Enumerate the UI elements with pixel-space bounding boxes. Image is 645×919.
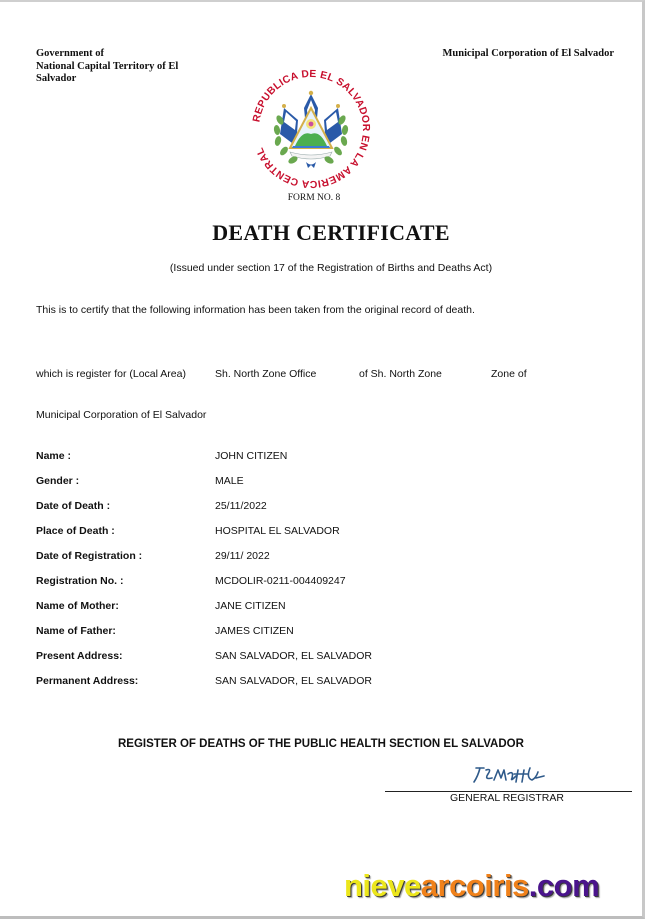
field-label: Gender : [36,475,80,487]
field-label: Name of Father: [36,625,116,637]
watermark-part-2: arcoiris [420,868,529,903]
local-area-municipality: Municipal Corporation of El Salvador [36,409,207,421]
field-value: MCDOLIR-0211-004409247 [215,575,346,587]
field-value: MALE [215,475,244,487]
local-area-zone: of Sh. North Zone [359,368,442,380]
municipal-header: Municipal Corporation of El Salvador [442,48,614,59]
field-value: 29/11/ 2022 [215,550,270,562]
form-number: FORM NO. 8 [287,193,341,203]
watermark-part-1: nieve [344,868,421,903]
government-header-line-3: Salvador [36,73,77,84]
field-value: JAMES CITIZEN [215,625,294,637]
watermark [344,868,599,904]
field-value: SAN SALVADOR, EL SALVADOR [215,650,372,662]
svg-text:REPUBLICA DE EL SALVADOR EN LA: REPUBLICA DE EL SALVADOR EN LA AMERICA CENTRAL [251,68,372,190]
field-value: JANE CITIZEN [215,600,286,612]
field-value: JOHN CITIZEN [215,450,288,462]
field-label: Date of Death : [36,500,111,512]
field-label: Name of Mother: [36,600,119,612]
field-label: Place of Death : [36,525,115,537]
government-header-line-2: National Capital Territory of El [36,60,179,72]
field-value: HOSPITAL EL SALVADOR [215,525,340,537]
field-label: Present Address: [36,650,123,662]
field-value: SAN SALVADOR, EL SALVADOR [215,675,372,687]
el-salvador-coat-of-arms-icon [250,68,372,190]
register-heading: REGISTER OF DEATHS OF THE PUBLIC HEALTH SECTION EL SALVADOR [118,738,524,750]
registrar-title: GENERAL REGISTRAR [450,792,564,804]
watermark-part-3: .com [528,868,600,903]
local-area-office: Sh. North Zone Office [215,368,317,380]
government-header-line-1: Government of [36,48,104,59]
field-label: Registration No. : [36,575,124,587]
document-title: DEATH CERTIFICATE [212,220,450,245]
government-header [36,48,206,86]
field-label: Name : [36,450,72,462]
local-area-prefix: which is register for (Local Area) [36,368,186,380]
field-label: Permanent Address: [36,675,139,687]
field-label: Date of Registration : [36,550,143,562]
document-subtitle: (Issued under section 17 of the Registration of Births and Deaths Act) [169,262,493,274]
local-area-zone-of: Zone of [491,368,527,380]
registrar-signature-icon [470,764,550,786]
certification-statement: This is to certify that the following information has been taken from the original record of death. [36,304,475,316]
field-value: 25/11/2022 [215,500,267,512]
